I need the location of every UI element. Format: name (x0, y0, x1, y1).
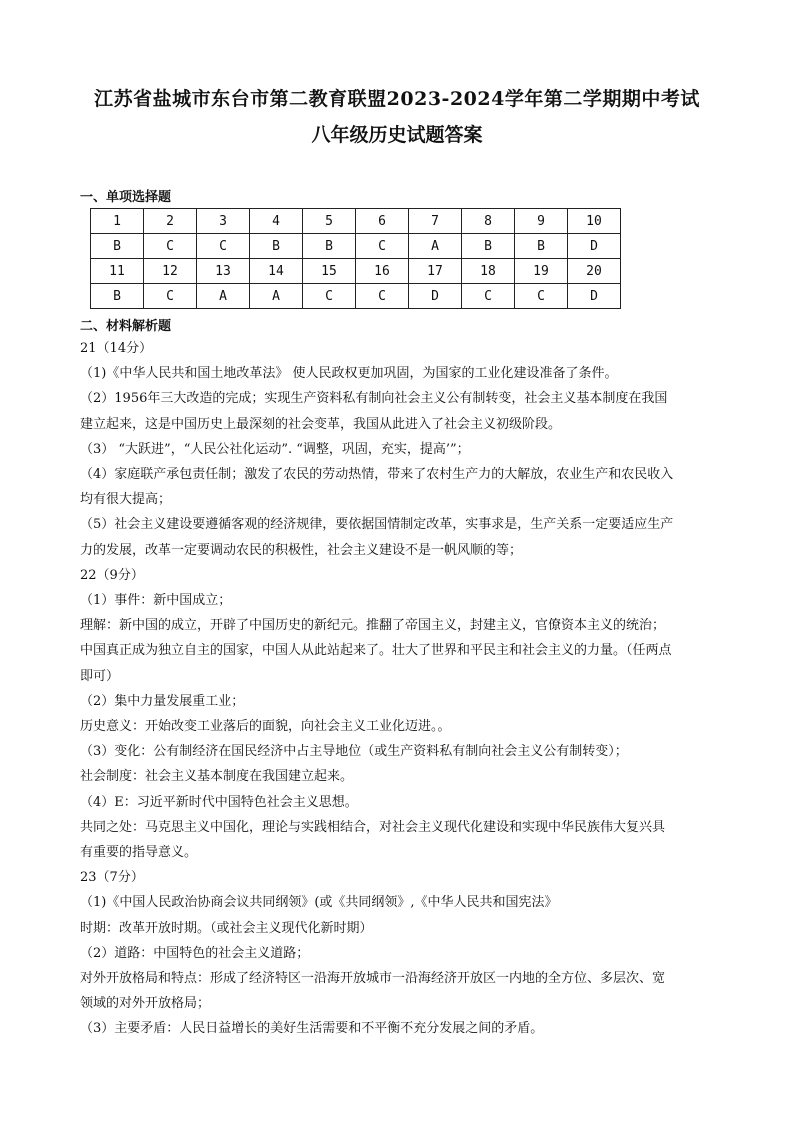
content-line: 22（9分） (80, 567, 144, 583)
answer-cell: C (197, 234, 250, 259)
question-number-cell: 13 (197, 259, 250, 284)
content-line: 理解：新中国的成立，开辟了中国历史的新纪元。推翻了帝国主义，封建主义，官僚资本主义的统治； (80, 618, 666, 634)
answer-cell: B (303, 234, 356, 259)
question-number-cell: 1 (91, 209, 144, 234)
question-number-cell: 11 (91, 259, 144, 284)
answer-content (80, 336, 714, 1042)
question-number-cell: 7 (409, 209, 462, 234)
question-number-cell: 12 (144, 259, 197, 284)
content-line: （5）社会主义建设要遵循客观的经济规律，要依据国情制定改革，实事求是，生产关系一定要适应生产 (80, 517, 674, 533)
question-number-cell: 4 (250, 209, 303, 234)
section-heading-choice: 一、单项选择题 (80, 190, 172, 205)
answer-cell: C (356, 234, 409, 259)
question-number-cell: 10 (568, 209, 621, 234)
content-line: （4）家庭联产承包责任制；激发了农民的劳动热情，带来了农村生产力的大解放，农业生产和农民收入 (80, 467, 674, 483)
content-line: （2）集中力量发展重工业； (80, 693, 245, 709)
question-number-cell: 9 (515, 209, 568, 234)
question-number-cell: 16 (356, 259, 409, 284)
content-line: 均有很大提高； (80, 492, 172, 508)
answer-cell: A (197, 284, 250, 309)
answer-cell: C (462, 284, 515, 309)
question-number-cell: 19 (515, 259, 568, 284)
content-line: （2）1956年三大改造的完成；实现生产资料私有制向社会主义公有制转变，社会主义基本制度在我国 (80, 391, 668, 407)
content-line: （1)《中华人民共和国土地改革法》 使人民政权更加巩固，为国家的工业化建设准备了条件。 (80, 366, 618, 382)
content-line: 建立起来，这是中国历史上最深刻的社会变革，我国从此进入了社会主义初级阶段。 (80, 416, 562, 432)
content-line: （3） “大跃进”，“人民公社化运动”. “调整，巩固，充实，提高’”； (80, 441, 470, 457)
answer-cell: D (568, 234, 621, 259)
answer-cell: A (250, 284, 303, 309)
content-line: （1)《中国人民政治协商会议共同纲领》(或《共同纲领》,《中华人民共和国宪法》 (80, 895, 558, 911)
question-number-cell: 6 (356, 209, 409, 234)
content-line: 力的发展，改革一定要调动农民的积极性，社会主义建设不是一帆风顺的等； (80, 542, 523, 558)
answer-table-row (91, 234, 621, 259)
content-line: 历史意义：开始改变工业落后的面貌，向社会主义工业化迈进。。 (80, 719, 451, 735)
question-number-cell: 8 (462, 209, 515, 234)
content-line: （1）事件：新中国成立； (80, 593, 232, 609)
question-number-cell: 15 (303, 259, 356, 284)
answer-table-row (91, 259, 621, 284)
content-line: （2）道路：中国特色的社会主义道路； (80, 945, 310, 961)
answer-table-row (91, 284, 621, 309)
answer-cell: B (91, 284, 144, 309)
content-line: 领域的对外开放格局； (80, 996, 211, 1012)
answer-cell: C (303, 284, 356, 309)
question-number-cell: 20 (568, 259, 621, 284)
question-number-cell: 5 (303, 209, 356, 234)
question-number-cell: 14 (250, 259, 303, 284)
question-number-cell: 18 (462, 259, 515, 284)
content-line: 时期：改革开放时期。（或社会主义现代化新时期） (80, 920, 373, 936)
answer-cell: C (356, 284, 409, 309)
answer-cell: B (250, 234, 303, 259)
content-line: 23（7分） (80, 870, 144, 886)
question-number-cell: 3 (197, 209, 250, 234)
content-line: 对外开放格局和特点：形成了经济特区一沿海开放城市一沿海经济开放区一内地的全方位、多层次、宽 (80, 971, 666, 987)
content-line: 共同之处：马克思主义中国化，理论与实践相结合，对社会主义现代化建设和实现中华民族伟大复兴具 (80, 819, 666, 835)
answer-cell: C (515, 284, 568, 309)
content-line: 中国真正成为独立自主的国家，中国人从此站起来了。壮大了世界和平民主和社会主义的力量。（任两点 (80, 643, 672, 659)
content-line: （3）变化：公有制经济在国民经济中占主导地位（或生产资料私有制向社会主义公有制转变）； (80, 744, 628, 760)
answer-table-row (91, 209, 621, 234)
content-line: （4）E：习近平新时代中国特色社会主义思想。 (80, 794, 358, 810)
content-line: 社会制度：社会主义基本制度在我国建立起来。 (80, 769, 354, 785)
question-number-cell: 2 (144, 209, 197, 234)
answer-cell: A (409, 234, 462, 259)
question-number-cell: 17 (409, 259, 462, 284)
answer-cell: B (462, 234, 515, 259)
content-line: （3）主要矛盾：人民日益增长的美好生活需要和不平衡不充分发展之间的矛盾。 (80, 1021, 544, 1037)
answer-cell: C (144, 234, 197, 259)
answer-cell: D (409, 284, 462, 309)
content-line: 21（14分） (80, 341, 153, 356)
document-title: 江苏省盐城市东台市第二教育联盟2023-2024学年第二学期期中考试 (94, 88, 700, 110)
section-heading-analysis: 二、材料解析题 (80, 319, 172, 334)
answer-cell: D (568, 284, 621, 309)
content-line: 有重要的指导意义。 (80, 845, 198, 861)
answer-cell: B (515, 234, 568, 259)
answer-table (90, 208, 621, 309)
content-line: 即可） (80, 668, 120, 684)
answer-cell: B (91, 234, 144, 259)
document-subtitle: 八年级历史试题答案 (311, 124, 483, 146)
answer-cell: C (144, 284, 197, 309)
